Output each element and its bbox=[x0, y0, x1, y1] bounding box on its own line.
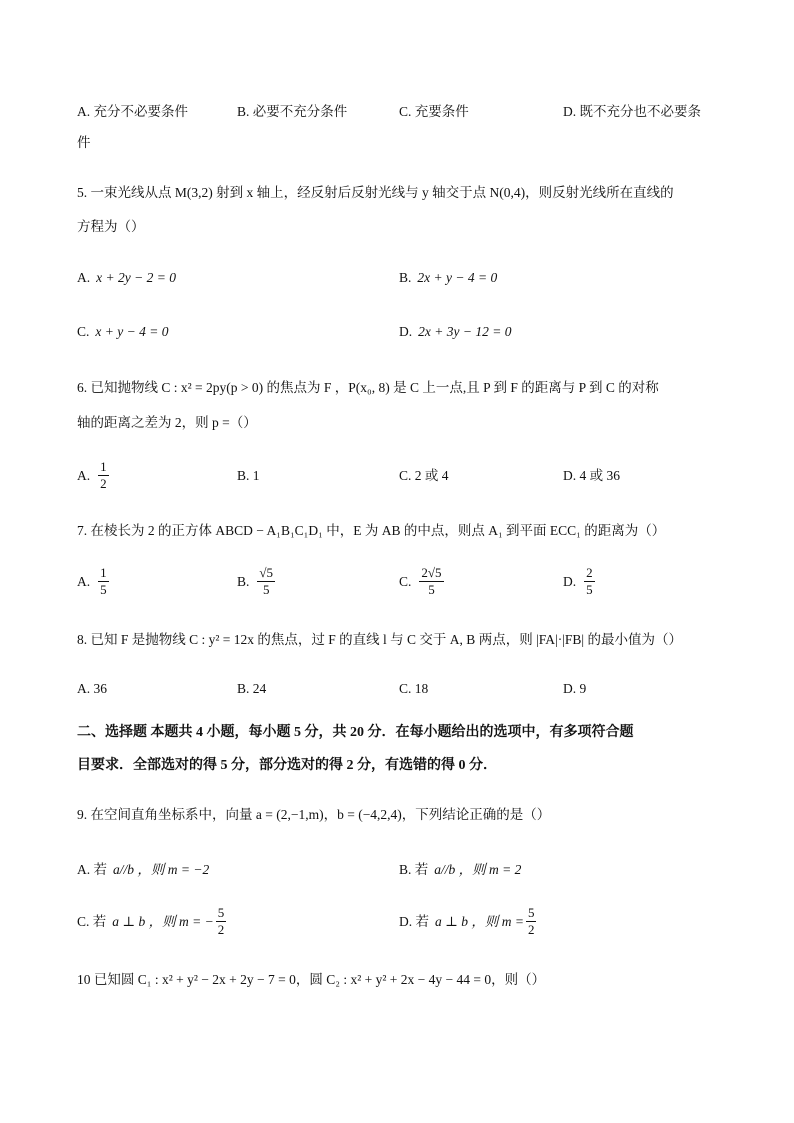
q6-option-b: B. 1 bbox=[237, 468, 260, 483]
q8-option-a: A. 36 bbox=[77, 681, 107, 696]
numerator: 2 bbox=[586, 565, 593, 580]
option-label: C. 若 bbox=[77, 913, 107, 929]
q7-option-d bbox=[563, 566, 597, 597]
denominator: 2 bbox=[217, 922, 225, 937]
option-label: A. bbox=[77, 270, 91, 285]
option-label: A. bbox=[77, 573, 91, 589]
option-label: B. bbox=[399, 270, 412, 285]
fraction bbox=[584, 566, 595, 597]
q5-option-d bbox=[399, 322, 511, 342]
option-label: C. bbox=[77, 324, 90, 339]
numerator: 5 bbox=[527, 905, 535, 920]
q9-stem: 9. 在空间直角坐标系中，向量 a = (2,−1,m)，b = (−4,2,4)，下列结论正确的是（） bbox=[77, 807, 551, 822]
denominator: 2 bbox=[527, 922, 535, 937]
fraction bbox=[257, 566, 275, 597]
q8-stem: 8. 已知 F 是抛物线 C : y² = 12x 的焦点，过 F 的直线 l 与 C 交于 A, B 两点，则 |FA|·|FB| 的最小值为（） bbox=[77, 632, 683, 647]
q7-option-a bbox=[77, 566, 111, 597]
denominator: 5 bbox=[586, 582, 593, 597]
option-condition: a ⊥ b ，则 m = bbox=[435, 913, 524, 929]
option-condition: a//b ，则 m = 2 bbox=[434, 862, 522, 877]
q9-option-b bbox=[399, 860, 521, 880]
numerator: 5 bbox=[217, 905, 225, 920]
q5-option-a bbox=[77, 268, 176, 288]
numerator: 1 bbox=[100, 459, 107, 474]
option-label: B. 若 bbox=[399, 862, 429, 877]
q6-option-a bbox=[77, 460, 111, 491]
numerator: √5 bbox=[259, 565, 274, 580]
option-label: B. bbox=[237, 573, 250, 589]
section-heading-line2: 目要求．全部选对的得 5 分，部分选对的得 2 分，有选错的得 0 分． bbox=[77, 758, 497, 773]
option-label: D. 若 bbox=[399, 913, 429, 929]
q6-stem-line2: 轴的距离之差为 2，则 p =（） bbox=[77, 415, 257, 430]
option-label: A. 若 bbox=[77, 862, 107, 877]
option-formula: 2x + y − 4 = 0 bbox=[417, 270, 498, 285]
option-condition: a ⊥ b ，则 m = − bbox=[112, 913, 214, 929]
q5-stem-line1: 5. 一束光线从点 M(3,2) 射到 x 轴上，经反射后反射光线与 y 轴交于点 N(0,4)，则反射光线所在直线的 bbox=[77, 185, 674, 200]
q4-option-b: B. 必要不充分条件 bbox=[237, 104, 348, 119]
numerator: 1 bbox=[100, 565, 107, 580]
q9-option-c bbox=[77, 906, 228, 937]
q7-option-c bbox=[399, 566, 446, 597]
denominator: 5 bbox=[428, 582, 435, 597]
q4-option-a: A. 充分不必要条件 bbox=[77, 104, 188, 119]
q7-option-b bbox=[237, 566, 277, 597]
fraction bbox=[98, 566, 109, 597]
q9-option-d bbox=[399, 906, 538, 937]
q8-option-c: C. 18 bbox=[399, 681, 429, 696]
q5-stem-line2: 方程为（） bbox=[77, 219, 145, 234]
q6-option-c: C. 2 或 4 bbox=[399, 468, 449, 483]
q7-stem: 7. 在棱长为 2 的正方体 ABCD − A₁B₁C₁D₁ 中，E 为 AB 的中点，则点 A₁ 到平面 ECC₁ 的距离为（） bbox=[77, 523, 666, 538]
q4-option-c: C. 充要条件 bbox=[399, 104, 469, 119]
fraction bbox=[419, 566, 443, 597]
q6-stem-line1: 6. 已知抛物线 C : x² = 2py(p > 0) 的焦点为 F ，P(x₀, 8) 是 C 上一点,且 P 到 F 的距离与 P 到 C 的对称 bbox=[77, 380, 659, 395]
section-heading-line1: 二、选择题 本题共 4 小题，每小题 5 分，共 20 分．在每小题给出的选项中，有多项符合题 bbox=[77, 725, 634, 740]
option-label: C. bbox=[399, 573, 412, 589]
q5-option-c bbox=[77, 322, 168, 342]
q4-option-d-continued: 件 bbox=[77, 135, 91, 150]
option-label: D. bbox=[399, 324, 413, 339]
fraction bbox=[98, 460, 109, 491]
option-condition: a//b ，则 m = −2 bbox=[113, 862, 210, 877]
fraction bbox=[216, 906, 227, 937]
denominator: 2 bbox=[100, 476, 107, 491]
q5-option-b bbox=[399, 268, 497, 288]
q4-option-d: D. 既不充分也不必要条 bbox=[563, 104, 701, 119]
q6-option-d: D. 4 或 36 bbox=[563, 468, 620, 483]
q10-stem: 10 已知圆 C₁ : x² + y² − 2x + 2y − 7 = 0，圆 C₂ : x² + y² + 2x − 4y − 44 = 0，则（） bbox=[77, 972, 546, 987]
denominator: 5 bbox=[262, 582, 270, 597]
q8-option-d: D. 9 bbox=[563, 681, 587, 696]
option-formula: x + y − 4 = 0 bbox=[95, 324, 169, 339]
q9-option-a bbox=[77, 860, 209, 880]
q8-option-b: B. 24 bbox=[237, 681, 267, 696]
option-formula: 2x + 3y − 12 = 0 bbox=[418, 324, 512, 339]
numerator: 2√5 bbox=[421, 565, 442, 580]
option-label: A. bbox=[77, 467, 91, 483]
fraction bbox=[526, 906, 537, 937]
denominator: 5 bbox=[100, 582, 107, 597]
option-formula: x + 2y − 2 = 0 bbox=[96, 270, 176, 285]
option-label: D. bbox=[563, 573, 577, 589]
